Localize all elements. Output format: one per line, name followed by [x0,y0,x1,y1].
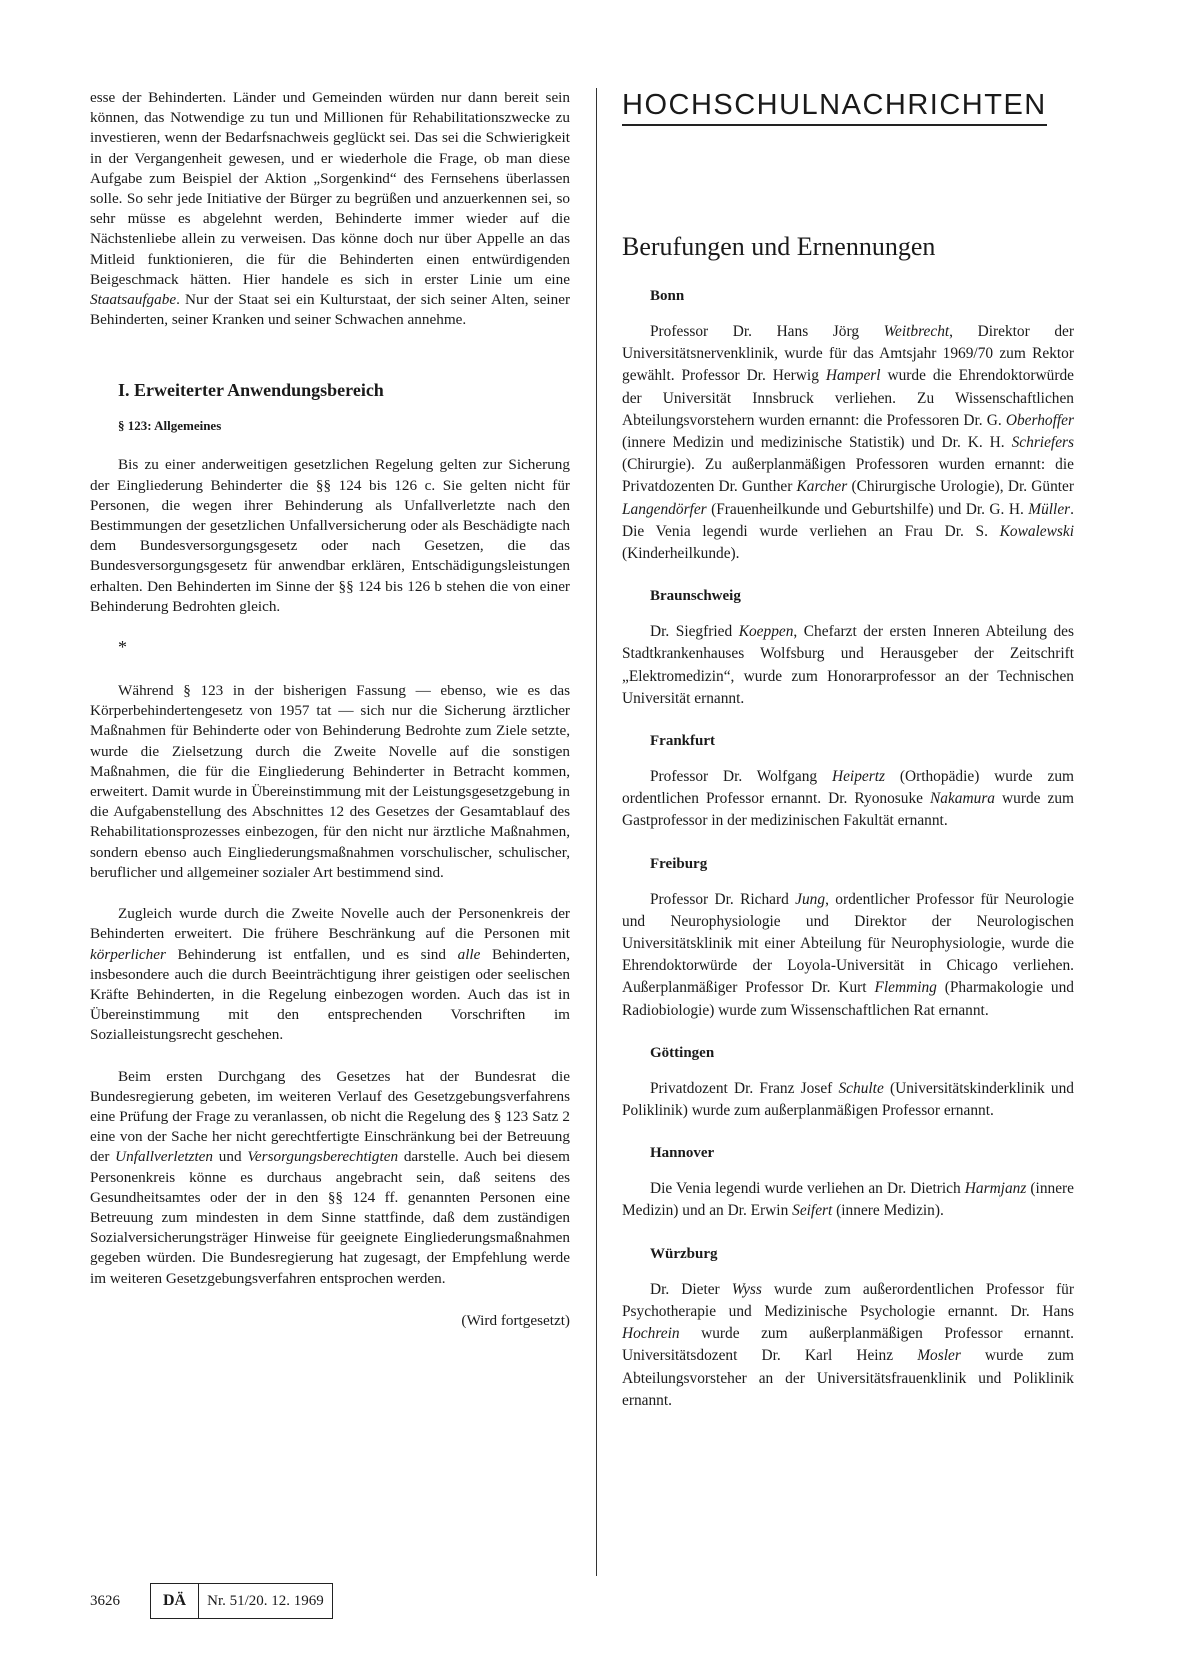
paragraph-intro: esse der Behinderten. Länder und Gemeinden würden nur dann bereit sein können, das Notwendige zu tun und Millionen für Rehabilitationszwecke zu investieren, wenn der Bedarfsnachweis geglückt sei. Das sei die Schwierigkeit in der Vergangenheit gewesen, und er wiederhole die Frage, ob man diese Aufgabe zum Beispiel der Aktion „Sorgenkind“ des Fernsehens überlassen solle. So sehr jede Initiative der Bürger zu begrüßen und anzuerkennen sei, so sehr müsse es abgelehnt werden, Behinderte immer wieder auf die Nächstenliebe allein zu verweisen. Das könne doch nur über Appelle an das Mitleid funktionieren, die für die Behinderten einen entwürdigenden Beigeschmack hätten. Hier handele es sich in erster Linie um eine Staatsaufgabe. Nur der Staat sei ein Kulturstaat, der sich seiner Alten, seiner Behinderten, seiner Kranken und seiner Schwachen annehme. [90,89,570,329]
continued-note: (Wird fortgesetzt) [461,1311,570,1329]
section-title: HOCHSCHULNACHRICHTEN [622,88,1047,126]
news-goettingen: Privatdozent Dr. Franz Josef Schulte (Universitätskinderklinik und Poliklinik) wurde zum außerplanmäßigen Professor ernannt. [622,1079,1075,1120]
left-column [90,88,570,1331]
column-divider [596,88,597,1576]
paragraph-commentary-3: Beim ersten Durchgang des Gesetzes hat der Bundesrat die Bundesregierung gebeten, im weiteren Verlauf des Gesetzgebungsverfahrens eine Prüfung der Frage zu veranlassen, ob nicht die Regelung des § 123 Satz 2 eine von der Sache her nicht gerechtfertigte Einschränkung bei der Betreuung der Unfallverletzten und Versorgungsberechtigten darstelle. Auch bei diesem Personenkreis könne es durchaus angebracht sein, daß seitens des Gesundheitsamtes oder der in den §§ 124 ff. genannten Personen eine Betreuung zum mindesten in dem Sinne stattfinde, daß dem zuständigen Sozialversicherungsträger Hinweise für geeignete Eingliederungsmaßnahmen gegeben würden. Die Bundesregierung hat zugesagt, der Empfehlung werde im weiteren Gesetzgebungsverfahren entsprochen werden. [90,1067,570,1287]
city-heading-goettingen: Göttingen [650,1044,715,1061]
page-footer [90,1583,333,1619]
journal-logo: DÄ [151,1584,199,1618]
separator-star: * [118,637,127,658]
news-frankfurt: Professor Dr. Wolfgang Heipertz (Orthopädie) wurde zum ordentlichen Professor ernannt. Dr. Ryonosuke Nakamura wurde zum Gastprofessor in der medizinischen Fakultät ernannt. [622,768,1074,830]
paragraph-commentary-2: Zugleich wurde durch die Zweite Novelle auch der Personenkreis der Behinderten erweitert. Die frühere Beschränkung auf die Personen mit körperlicher Behinderung ist entfallen, und es sind alle Behinderten, insbesondere auch die durch Beeinträchtigung ihrer geistigen oder seelischen Kräfte Behinderten, in die Regelung einbezogen worden. Auch das ist in Übereinstimmung mit den entsprechenden Vorschriften im Sozialleistungsrecht geschehen. [90,905,570,1044]
news-hannover: Die Venia legendi wurde verliehen an Dr. Dietrich Harmjanz (innere Medizin) und an Dr. Erwin Seifert (innere Medizin). [622,1180,1074,1220]
city-heading-bonn: Bonn [650,288,685,304]
section-heading: I. Erweiterter Anwendungsbereich [118,380,384,401]
city-heading-hannover: Hannover [650,1145,715,1162]
news-bonn: Professor Dr. Hans Jörg Weitbrecht, Direktor der Universitätsnervenklinik, wurde für das Amtsjahr 1969/70 zum Rektor gewählt. Professor Dr. Herwig Hamperl wurde die Ehrendoktorwürde der Universität Innsbruck verliehen. Zu Wissenschaftlichen Abteilungsvorstehern wurden ernannt: die Professoren Dr. G. Oberhoffer (innere Medizin und medizinische Statistik) und Dr. K. H. Schriefers (Chirurgie). Zu außerplanmäßigen Professoren wurden ernannt: die Privatdozenten Dr. Gunther Karcher (Chirurgische Urologie), Dr. Günter Langendörfer (Frauenheilkunde und Geburtshilfe) und Dr. G. H. Müller. Die Venia legendi wurde verliehen an Frau Dr. S. Kowalewski (Kinderheilkunde). [622,323,1075,563]
news-braunschweig: Dr. Siegfried Koeppen, Chefarzt der ersten Inneren Abteilung des Stadtkrankenhauses Wolfsburg und Herausgeber der Zeitschrift „Elektromedizin“, wurde zum Honorarprofessor an der Technischen Universität ernannt. [622,623,1074,707]
city-heading-braunschweig: Braunschweig [650,588,741,605]
news-wuerzburg: Dr. Dieter Wyss wurde zum außerordentlichen Professor für Psychotherapie und Medizinische Psychologie ernannt. Dr. Hans Hochrein wurde zum außerplanmäßigen Professor ernannt. Universitätsdozent Dr. Karl Heinz Mosler wurde zum Abteilungsvorsteher an der Universitätsfrauenklinik und Poliklinik ernannt. [622,1280,1075,1409]
page-number: 3626 [90,1592,120,1609]
news-freiburg: Professor Dr. Richard Jung, ordentlicher Professor für Neurologie und Neurophysiologie und Direktor der Neurologischen Universitätsklinik mit einer Abteilung für Neurophysiologie, wurde die Ehrendoktorwürde der Loyola-Universität in Chicago verliehen. Außerplanmäßiger Professor Dr. Kurt Flemming (Pharmakologie und Radiobiologie) wurde zum Wissenschaftlichen Rat ernannt. [622,890,1074,1019]
paragraph-commentary-1: Während § 123 in der bisherigen Fassung — ebenso, wie es das Körperbehindertengesetz von 1957 tat — sich nur die Sicherung ärztlicher Maßnahmen für Behinderte oder von Behinderung Bedrohte zum Ziele setzte, wurde die Zielsetzung durch die Zweite Novelle auf die sonstigen Maßnahmen, die für die Eingliederung Behinderter in Betracht kommen, erweitert. Damit wurde in Übereinstimmung mit der Leistungsgesetzgebung in die Aufgabenstellung des Abschnittes 12 des Gesetzes der Gesamtablauf des Rehabilitationsprozesses einbezogen, für den nicht nur ärztliche Maßnahmen, sondern ebenso auch Eingliederungsmaßnahmen vorschulischer, schulischer, beruflicher und allgemeiner sozialer Art bestimmend sind. [90,682,570,881]
paragraph-law-text: Bis zu einer anderweitigen gesetzlichen Regelung gelten zur Sicherung der Eingliederung Behinderter die §§ 124 bis 126 c. Sie gelten nicht für Personen, die wegen ihrer Behinderung als Unfallverletzte nach den Bestimmungen der gesetzlichen Unfallversicherung oder als Beschädigte nach dem Bundesversorgungsgesetz oder nach Gesetzen, die das Bundesversorgungsgesetz für anwendbar erklären, Entschädigungsleistungen erhalten. Den Behinderten im Sinne der §§ 124 bis 126 b stehen die von einer Behinderung Bedrohten gleich. [90,456,570,615]
journal-issue-box [150,1583,333,1619]
city-heading-wuerzburg: Würzburg [650,1245,718,1262]
city-heading-freiburg: Freiburg [650,855,708,872]
right-column [622,88,1074,1412]
city-heading-frankfurt: Frankfurt [650,733,715,750]
issue-number: Nr. 51/20. 12. 1969 [207,1592,324,1609]
sub-title: Berufungen und Ernennungen [622,232,936,261]
paragraph-heading: § 123: Allgemeines [118,418,222,434]
